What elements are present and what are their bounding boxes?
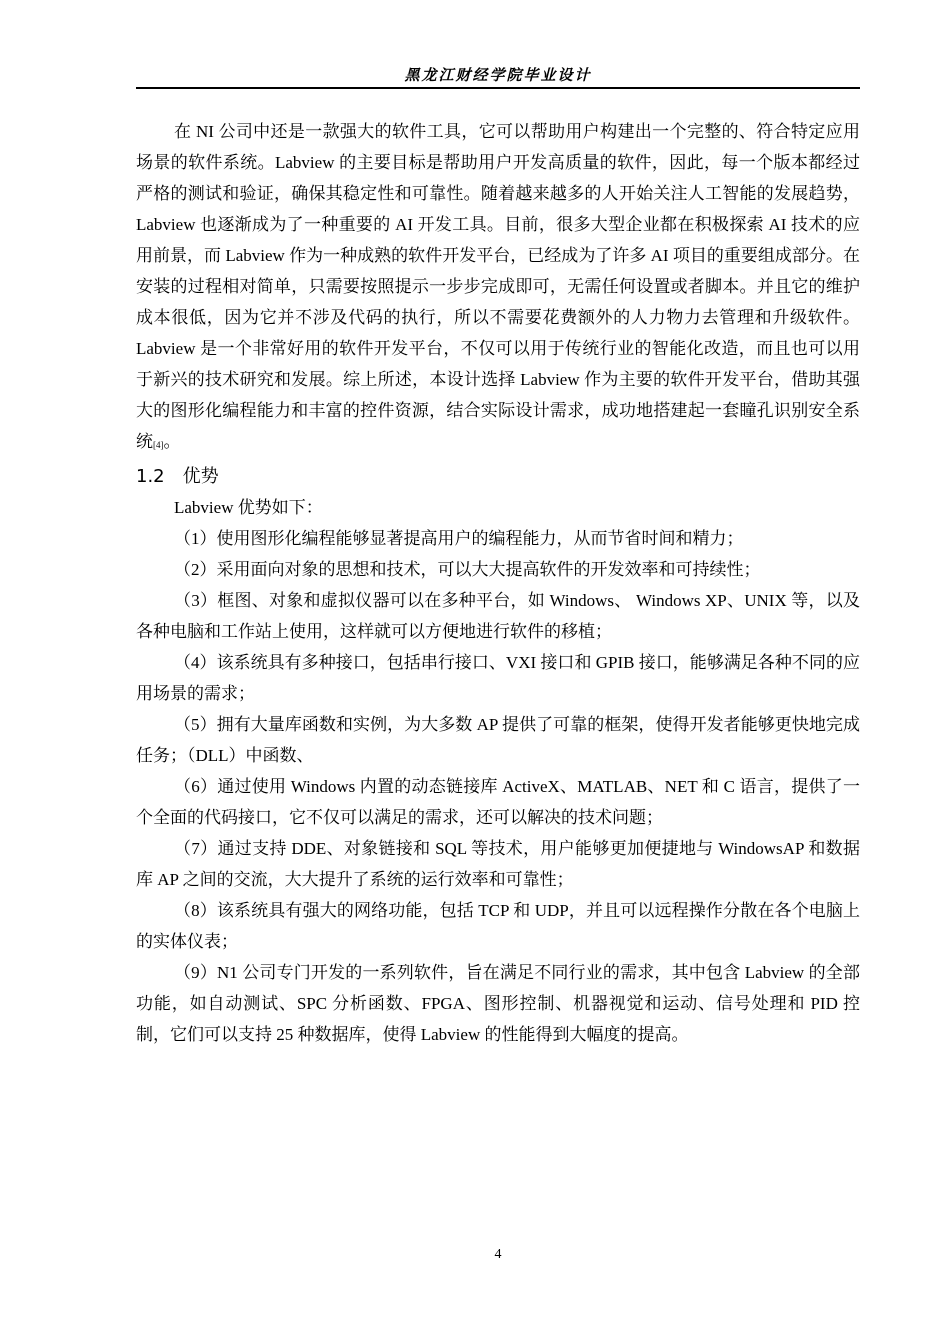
- advantage-item-7: （7）通过支持 DDE、对象链接和 SQL 等技术，用户能够更加便捷地与 WindowsAP 和数据库 AP 之间的交流，大大提升了系统的运行效率和可靠性；: [136, 839, 860, 889]
- advantage-item-9: （9）N1 公司专门开发的一系列软件，旨在满足不同行业的需求，其中包含 Labview 的全部功能，如自动测试、SPC 分析函数、FPGA、图形控制、机器视觉和运动、信号处理和 PID 控制，它们可以支持 25 种数据库，使得 Labview 的性能得到大幅度的提高。: [136, 963, 860, 1044]
- advantage-item-4: （4）该系统具有多种接口，包括串行接口、VXI 接口和 GPIB 接口，能够满足各种不同的应用场景的需求；: [136, 653, 860, 703]
- advantage-item-3: （3）框图、对象和虚拟仪器可以在多种平台，如 Windows、 Windows XP、UNIX 等，以及各种电脑和工作站上使用，这样就可以方便地进行软件的移植；: [136, 591, 860, 641]
- citation-reference: [4]: [153, 440, 164, 450]
- page-header-title: 黑龙江财经学院毕业设计: [404, 68, 592, 84]
- advantage-item-1: （1）使用图形化编程能够显著提高用户的编程能力，从而节省时间和精力；: [174, 529, 744, 548]
- intro-paragraph-end: 。: [163, 432, 181, 451]
- header-divider: [136, 87, 860, 89]
- advantage-item-2: （2）采用面向对象的思想和技术，可以大大提高软件的开发效率和可持续性；: [174, 560, 761, 579]
- advantage-item-6: （6）通过使用 Windows 内置的动态链接库 ActiveX、MATLAB、NET 和 C 语言，提供了一个全面的代码接口，它不仅可以满足的需求，还可以解决的技术问题；: [136, 777, 860, 827]
- section-heading: [136, 461, 860, 492]
- advantages-intro: Labview 优势如下：: [174, 498, 323, 517]
- advantage-item-8: （8）该系统具有强大的网络功能，包括 TCP 和 UDP，并且可以远程操作分散在各个电脑上的实体仪表；: [136, 901, 860, 951]
- body-content: [136, 116, 860, 1050]
- intro-paragraph: [136, 116, 860, 457]
- section-title: 优势: [182, 466, 219, 487]
- page-number: 4: [494, 1247, 502, 1262]
- intro-paragraph-text: 在 NI 公司中还是一款强大的软件工具，它可以帮助用户构建出一个完整的、符合特定应用场景的软件系统。Labview 的主要目标是帮助用户开发高质量的软件，因此，每一个版本都经过严格的测试和验证，确保其稳定性和可靠性。随着越来越多的人开始关注人工智能的发展趋势，Labview 也逐渐成为了一种重要的 AI 开发工具。目前，很多大型企业都在积极探索 AI 技术的应用前景，而 Labview 作为一种成熟的软件开发平台，已经成为了许多 AI 项目的重要组成部分。在安装的过程相对简单，只需要按照提示一步步完成即可，无需任何设置或者脚本。并且它的维护成本很低，因为它并不涉及代码的执行，所以不需要花费额外的人力物力去管理和升级软件。Labview 是一个非常好用的软件开发平台，不仅可以用于传统行业的智能化改造，而且也可以用于新兴的技术研究和发展。综上所述，本设计选择 Labview 作为主要的软件开发平台，借助其强大的图形化编程能力和丰富的控件资源，结合实际设计需求，成功地搭建起一套瞳孔识别安全系统: [136, 122, 860, 451]
- section-number: 1.2: [136, 466, 165, 487]
- advantage-item-5: （5）拥有大量库函数和实例，为大多数 AP 提供了可靠的框架，使得开发者能够更快地完成任务；（DLL）中函数、: [136, 715, 860, 765]
